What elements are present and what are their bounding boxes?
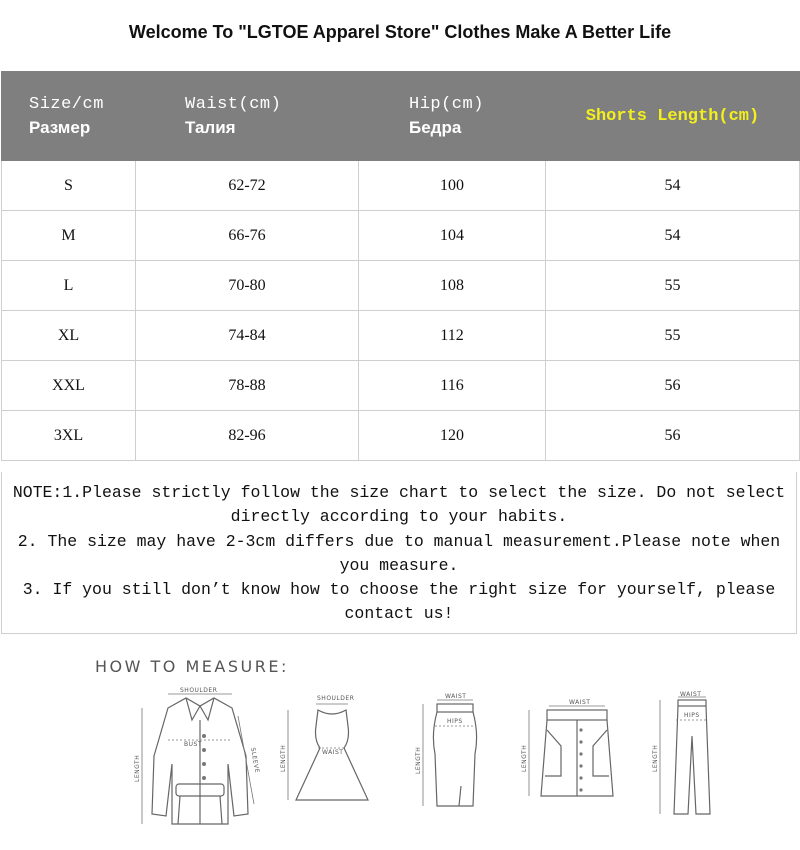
bust-label: BUST: [184, 741, 202, 748]
cell-size: XL: [2, 311, 136, 361]
header-waist-ru: Талия: [185, 117, 236, 137]
cell-length: 55: [546, 261, 800, 311]
header-shorts-length: [546, 72, 800, 161]
cell-hip: 100: [359, 161, 546, 211]
dress-waist-label: WAIST: [322, 749, 344, 756]
header-waist-en: Waist(cm): [185, 94, 282, 114]
trousers-hips-label: HIPS: [684, 712, 700, 719]
cell-hip: 112: [359, 311, 546, 361]
size-notes: [1, 472, 797, 634]
cell-length: 54: [546, 161, 800, 211]
skirt-measure-illustration: [415, 694, 495, 819]
sleeve-label: SLEEVE: [249, 747, 261, 774]
table-row: [2, 311, 800, 361]
cell-waist: 70-80: [136, 261, 359, 311]
skirt-hips-label: HIPS: [447, 718, 463, 725]
trousers-length-label: LENGTH: [652, 744, 659, 772]
dress-length-label: LENGTH: [280, 744, 287, 772]
note-3: 3. If you still don’t know how to choose the right size for yourself, please contact us!: [22, 580, 776, 624]
header-hip-en: Hip(cm): [409, 94, 484, 114]
cell-waist: 66-76: [136, 211, 359, 261]
how-to-measure-title: HOW TO MEASURE:: [95, 657, 289, 676]
cell-size: S: [2, 161, 136, 211]
jacket-length-label: LENGTH: [134, 754, 141, 782]
mini-skirt-length-label: LENGTH: [521, 744, 528, 772]
table-row: [2, 211, 800, 261]
cell-waist: 62-72: [136, 161, 359, 211]
cell-hip: 104: [359, 211, 546, 261]
mini-skirt-measure-illustration: [515, 700, 635, 810]
skirt-waist-label: WAIST: [445, 693, 467, 700]
jacket-measure-illustration: [130, 686, 265, 831]
header-hip: [359, 72, 546, 161]
mini-skirt-waist-label: WAIST: [569, 699, 591, 706]
cell-hip: 116: [359, 361, 546, 411]
trousers-measure-illustration: [650, 692, 730, 822]
note-2: 2. The size may have 2-3cm differs due to manual measurement.Please note when you measure.: [17, 531, 781, 575]
header-waist: [136, 72, 359, 161]
table-row: [2, 361, 800, 411]
table-row: [2, 411, 800, 461]
cell-size: XXL: [2, 361, 136, 411]
table-header-row: [2, 72, 800, 161]
shoulder-label: SHOULDER: [180, 687, 218, 694]
dress-measure-illustration: [282, 692, 382, 812]
cell-length: 54: [546, 211, 800, 261]
cell-waist: 82-96: [136, 411, 359, 461]
cell-hip: 108: [359, 261, 546, 311]
cell-length: 56: [546, 411, 800, 461]
table-row: [2, 261, 800, 311]
trousers-waist-label: WAIST: [680, 691, 702, 698]
cell-waist: 78-88: [136, 361, 359, 411]
cell-size: M: [2, 211, 136, 261]
page-title: Welcome To "LGTOE Apparel Store" Clothes Make A Better Life: [128, 22, 672, 42]
header-hip-ru: Бедра: [409, 117, 462, 137]
cell-hip: 120: [359, 411, 546, 461]
header-shorts-length-en: Shorts Length(cm): [585, 106, 760, 126]
skirt-length-label: LENGTH: [415, 746, 422, 774]
header-size-en: Size/cm: [29, 94, 104, 114]
note-1: NOTE:1.Please strictly follow the size chart to select the size. Do not select directly according to your habits.: [12, 483, 786, 527]
header-size-ru: Размер: [29, 117, 91, 137]
size-chart-table: [1, 71, 800, 461]
dress-shoulder-label: SHOULDER: [317, 695, 355, 702]
header-size: [2, 72, 136, 161]
cell-size: 3XL: [2, 411, 136, 461]
cell-length: 55: [546, 311, 800, 361]
cell-waist: 74-84: [136, 311, 359, 361]
cell-length: 56: [546, 361, 800, 411]
table-row: [2, 161, 800, 211]
cell-size: L: [2, 261, 136, 311]
